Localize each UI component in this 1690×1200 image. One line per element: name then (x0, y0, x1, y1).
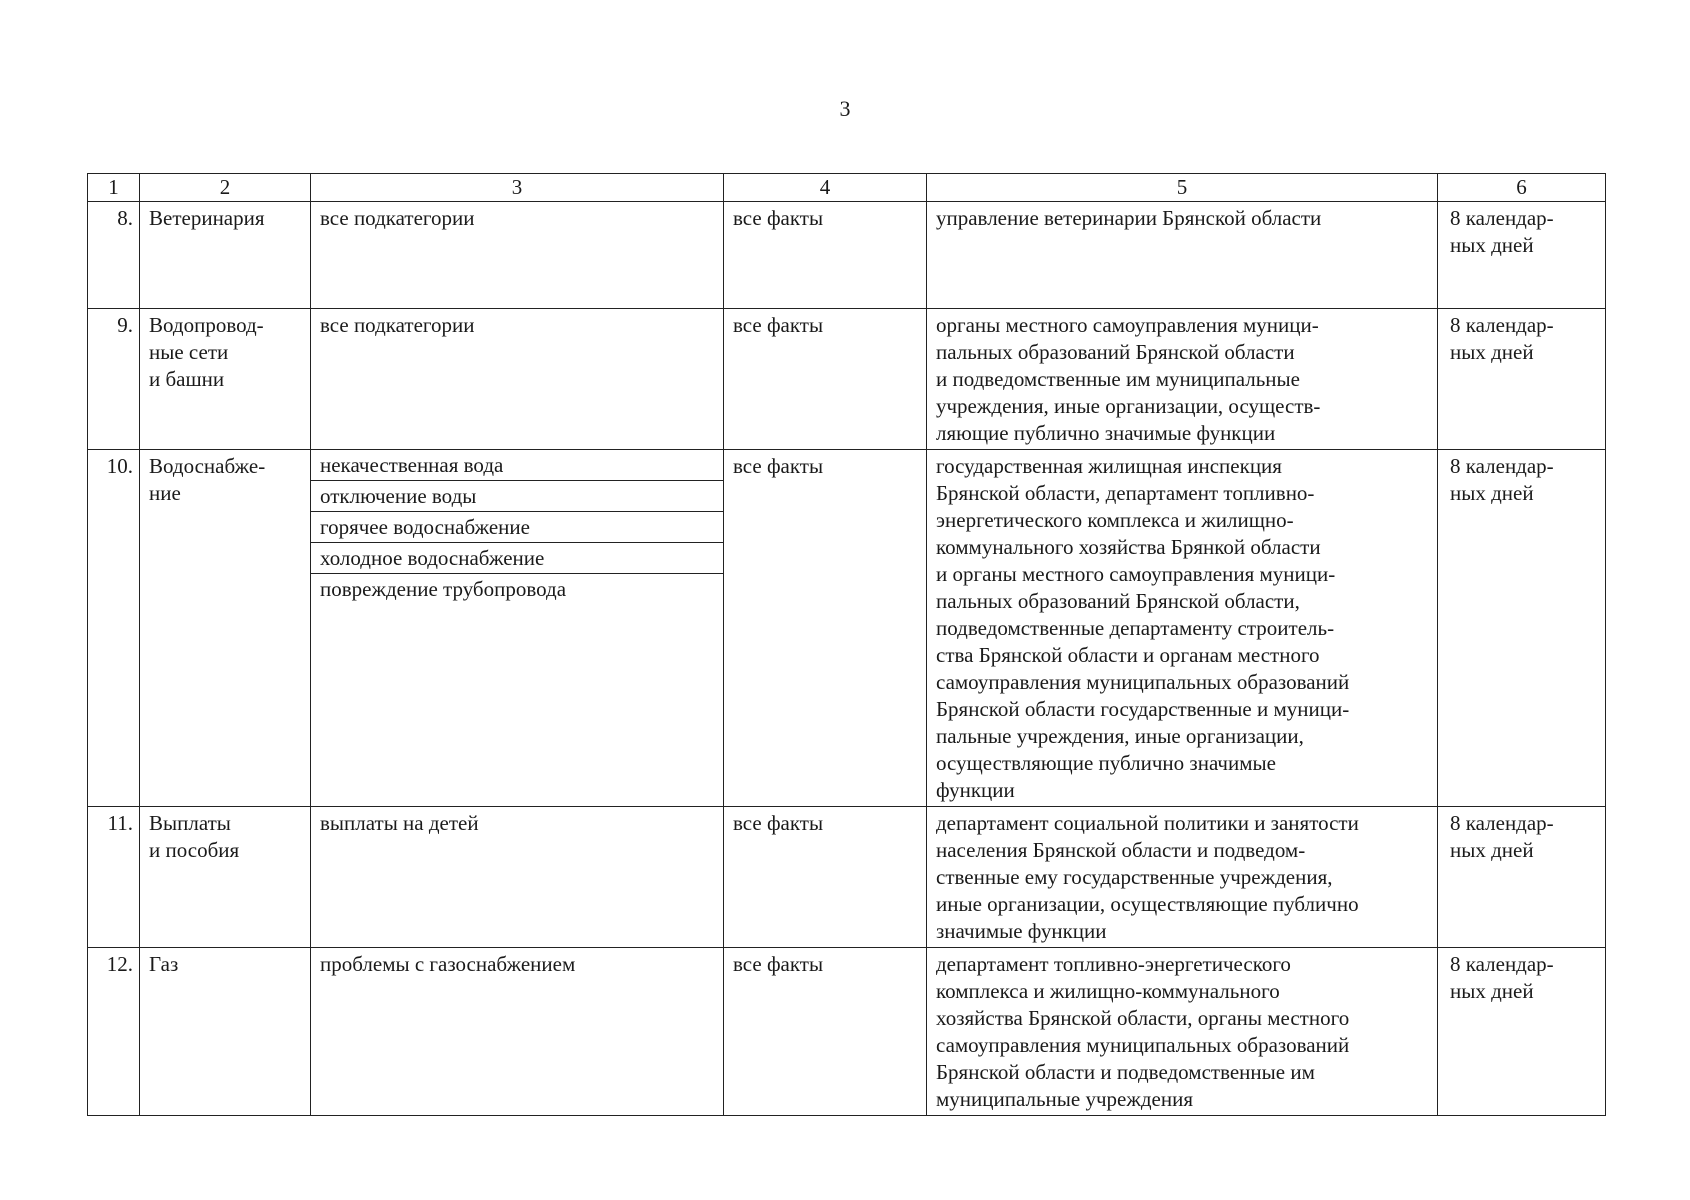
row-number: 11. (88, 807, 140, 948)
category-line: Водоснабже- (149, 454, 266, 478)
authority-line: пальных образований Брянской области (936, 340, 1295, 364)
authority-line: пальных образований Брянской области, (936, 589, 1300, 613)
authority-cell (927, 202, 1438, 309)
authority-line: комплекса и жилищно-коммунального (936, 979, 1280, 1003)
category-line: и пособия (149, 838, 240, 862)
authority-line: государственная жилищная инспекция (936, 454, 1282, 478)
header-cell: 2 (140, 174, 311, 202)
authority-line: иные организации, осуществляющие публично (936, 892, 1359, 916)
authority-line: и подведомственные им муниципальные (936, 367, 1300, 391)
row-number: 9. (88, 309, 140, 450)
table-header-row (88, 174, 1606, 202)
authority-line: пальные учреждения, иные организации, (936, 724, 1304, 748)
subcategory-line: проблемы с газоснабжением (320, 952, 576, 976)
facts-cell: все факты (724, 807, 927, 948)
subcategory-item: повреждение трубопровода (320, 577, 567, 601)
category-line: Ветеринария (149, 206, 265, 230)
table-row (88, 202, 1606, 309)
subcategory-line: все подкатегории (320, 313, 475, 337)
subcategory-item: горячее водоснабжение (311, 512, 723, 543)
authority-line: ляющие публично значимые функции (936, 421, 1276, 445)
document-table (87, 173, 1606, 1116)
authority-line: Брянской области государственные и муници- (936, 697, 1350, 721)
authority-cell (927, 450, 1438, 807)
authority-cell (927, 948, 1438, 1116)
authority-line: самоуправления муниципальных образований (936, 1033, 1350, 1057)
header-cell: 3 (311, 174, 724, 202)
authority-cell (927, 807, 1438, 948)
deadline-line: ных дней (1450, 481, 1534, 505)
authority-line: учреждения, иные организации, осуществ- (936, 394, 1321, 418)
subcategory-item: отключение воды (311, 481, 723, 512)
category-cell (140, 948, 311, 1116)
deadline-line: 8 календар- (1450, 952, 1554, 976)
authority-line: Брянской области и подведомственные им (936, 1060, 1315, 1084)
authority-line: муниципальные учреждения (936, 1087, 1193, 1111)
table-row (88, 309, 1606, 450)
subcategory-cell (311, 309, 724, 450)
authority-line: населения Брянской области и подведом- (936, 838, 1306, 862)
authority-line: ства Брянской области и органам местного (936, 643, 1320, 667)
header-cell: 4 (724, 174, 927, 202)
category-cell (140, 202, 311, 309)
table-row (88, 450, 1606, 807)
table-row (88, 948, 1606, 1116)
authority-line: значимые функции (936, 919, 1107, 943)
authority-line: осуществляющие публично значимые (936, 751, 1276, 775)
category-line: Водопровод- (149, 313, 264, 337)
deadline-cell (1438, 450, 1606, 807)
category-line: Газ (149, 952, 179, 976)
deadline-line: ных дней (1450, 979, 1534, 1003)
authority-line: Брянской области, департамент топливно- (936, 481, 1315, 505)
category-line: Выплаты (149, 811, 231, 835)
deadline-line: ных дней (1450, 838, 1534, 862)
category-cell (140, 807, 311, 948)
subcategory-cell (311, 202, 724, 309)
category-line: и башни (149, 367, 225, 391)
deadline-line: 8 календар- (1450, 454, 1554, 478)
category-line: ные сети (149, 340, 229, 364)
authority-line: хозяйства Брянской области, органы местного (936, 1006, 1350, 1030)
authority-line: самоуправления муниципальных образований (936, 670, 1350, 694)
authority-line: департамент социальной политики и занятости (936, 811, 1359, 835)
subcategory-line: выплаты на детей (320, 811, 479, 835)
facts-cell: все факты (724, 450, 927, 807)
deadline-cell (1438, 948, 1606, 1116)
category-line: ние (149, 481, 181, 505)
authority-line: управление ветеринарии Брянской области (936, 206, 1322, 230)
authority-line: коммунального хозяйства Брянкой области (936, 535, 1321, 559)
subcategory-line: все подкатегории (320, 206, 475, 230)
page-number: 3 (839, 96, 851, 121)
authority-line: энергетического комплекса и жилищно- (936, 508, 1294, 532)
deadline-cell (1438, 807, 1606, 948)
authority-line: ственные ему государственные учреждения, (936, 865, 1333, 889)
row-number: 8. (88, 202, 140, 309)
category-cell (140, 450, 311, 807)
facts-cell: все факты (724, 309, 927, 450)
authority-line: органы местного самоуправления муници- (936, 313, 1319, 337)
authority-line: департамент топливно-энергетического (936, 952, 1291, 976)
facts-cell: все факты (724, 948, 927, 1116)
facts-cell: все факты (724, 202, 927, 309)
deadline-line: 8 календар- (1450, 313, 1554, 337)
table-row (88, 807, 1606, 948)
authority-line: подведомственные департаменту строитель- (936, 616, 1335, 640)
deadline-line: 8 календар- (1450, 206, 1554, 230)
header-cell: 6 (1438, 174, 1606, 202)
subcategory-item: холодное водоснабжение (311, 543, 723, 574)
deadline-cell (1438, 202, 1606, 309)
deadline-cell (1438, 309, 1606, 450)
subcategory-cell (311, 450, 724, 807)
category-cell (140, 309, 311, 450)
authority-cell (927, 309, 1438, 450)
deadline-line: 8 календар- (1450, 811, 1554, 835)
authority-line: функции (936, 778, 1015, 802)
deadline-line: ных дней (1450, 340, 1534, 364)
authority-line: и органы местного самоуправления муници- (936, 562, 1336, 586)
row-number: 12. (88, 948, 140, 1116)
header-cell: 1 (88, 174, 140, 202)
row-number: 10. (88, 450, 140, 807)
header-cell: 5 (927, 174, 1438, 202)
deadline-line: ных дней (1450, 233, 1534, 257)
subcategory-item: некачественная вода (311, 450, 723, 481)
subcategory-cell (311, 948, 724, 1116)
subcategory-cell (311, 807, 724, 948)
